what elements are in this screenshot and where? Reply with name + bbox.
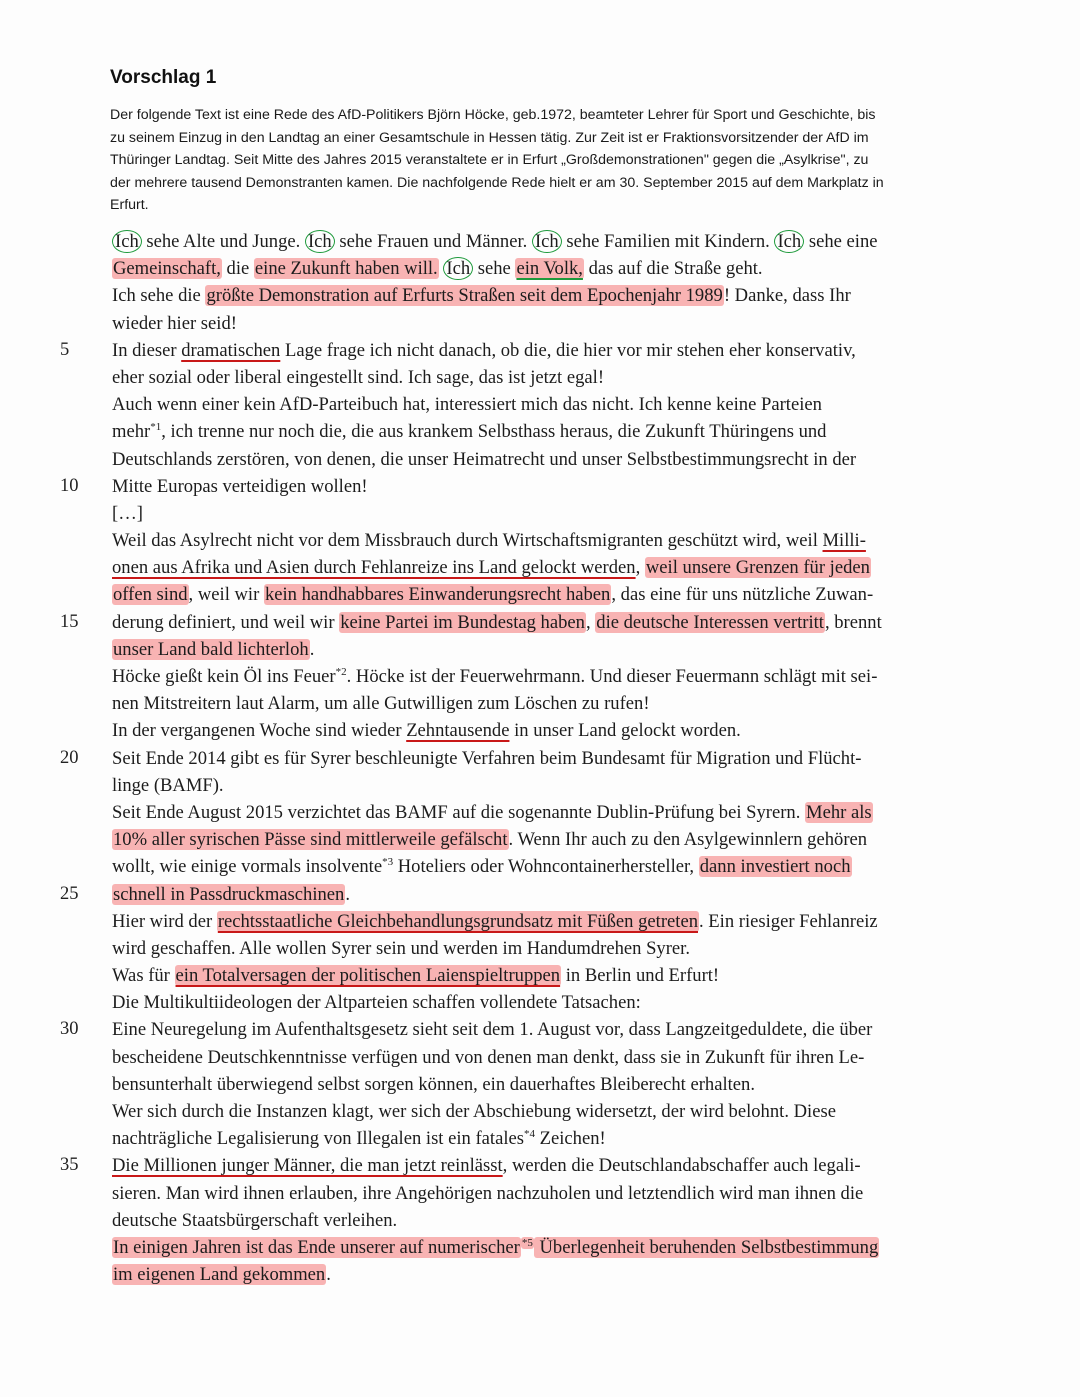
text-span: Deutschlands zerstören, von denen, die unser Heimatrecht und unser Selbstbestimmungsrecht in der — [112, 448, 857, 470]
text-span: derung definiert, und weil wir — [112, 611, 340, 633]
text-span: . — [309, 638, 315, 660]
text-span: . — [345, 883, 350, 905]
highlighted-text: größte Demonstration auf Erfurts Straßen seit dem Epochenjahr 1989 — [206, 285, 723, 307]
line-number: 5 — [60, 339, 70, 360]
text-span: Eine Neuregelung im Aufenthaltsgesetz sieht seit dem 1. August vor, dass Langzeitgeduldete, die über — [112, 1019, 873, 1041]
text-span: wollt, wie einige vormals insolvente — [112, 856, 383, 878]
text-span: ! Danke, dass Ihr — [723, 285, 851, 307]
text-span: , das eine für uns nützliche Zuwan- — [611, 584, 874, 606]
text-line — [0, 772, 1080, 799]
highlighted-text: eine Zukunft haben will. — [254, 258, 438, 280]
text-span: In der vergangenen Woche sind wieder — [112, 720, 407, 742]
circled-word: Ich — [112, 230, 142, 253]
underlined-text: onen aus Afrika und Asien durch Fehlanreize ins Land gelockt werden — [112, 557, 636, 579]
text-span: Zeichen! — [535, 1128, 606, 1150]
intro-line: Der folgende Text ist eine Rede des AfD-Politikers Björn Höcke, geb.1972, beamteter Lehrer für Sport und Geschichte, bis — [110, 107, 876, 123]
text-line — [0, 962, 1080, 989]
text-span: nen Mitstreitern laut Alarm, um alle Gutwilligen zum Löschen zu rufen! — [112, 693, 650, 715]
text-line — [0, 337, 1080, 364]
text-line — [0, 1044, 1080, 1071]
text-line — [0, 1152, 1080, 1179]
text-span: Die Multikultiideologen der Altparteien schaffen vollendete Tatsachen: — [112, 992, 641, 1014]
text-span: Weil das Asylrecht nicht vor dem Missbrauch durch Wirtschaftsmigranten geschützt wird, weil — [112, 530, 823, 552]
text-span: , weil wir — [188, 584, 264, 606]
footnote-marker: *2 — [335, 665, 347, 678]
text-line — [0, 500, 1080, 527]
text-line — [0, 446, 1080, 473]
text-span: Mitte Europas verteidigen wollen! — [112, 475, 368, 497]
text-span: Lage frage ich nicht danach, ob die, die hier vor mir stehen eher konservativ, — [280, 339, 856, 361]
text-span: Ich sehe die — [112, 285, 206, 307]
highlighted-text: ein Totalversagen der politischen Laienspieltruppen — [175, 965, 561, 987]
text-line — [0, 310, 1080, 337]
text-line — [0, 554, 1080, 581]
highlighted-text: Überlegenheit beruhenden Selbstbestimmung — [534, 1236, 879, 1258]
text-span: nachträgliche Legalisierung von Illegalen ist ein fatales — [112, 1128, 524, 1150]
line-number: 10 — [60, 475, 79, 496]
text-span: , — [635, 557, 645, 579]
line-number: 35 — [60, 1155, 79, 1176]
text-span: Hier wird der — [112, 910, 217, 932]
text-line — [0, 989, 1080, 1016]
text-line — [0, 717, 1080, 744]
text-span: Auch wenn einer kein AfD-Parteibuch hat, interessiert mich das nicht. Ich kenne keine Parteien — [112, 394, 822, 416]
text-line — [0, 663, 1080, 690]
circled-word: Ich — [443, 257, 473, 280]
text-span: Seit Ende 2014 gibt es für Syrer beschleunigte Verfahren beim Bundesamt für Migration und Flücht- — [112, 747, 862, 769]
text-span: Höcke gießt kein Öl ins Feuer — [112, 666, 336, 687]
line-number: 15 — [60, 611, 79, 632]
text-line — [0, 391, 1080, 418]
text-span: sehe Alte und Junge. — [141, 231, 305, 252]
text-line — [0, 1125, 1080, 1152]
highlighted-text: schnell in Passdruckmaschinen — [113, 883, 345, 905]
highlighted-text: rechtsstaatliche Gleichbehandlungsgrundsatz mit Füßen getreten — [217, 910, 698, 932]
text-line — [0, 745, 1080, 772]
text-line — [0, 1180, 1080, 1207]
text-span: , werden die Deutschlandabschaffer auch legali- — [502, 1155, 861, 1177]
text-span: , ich trenne nur noch die, die aus krankem Selbsthass heraus, die Zukunft Thüringens und — [161, 421, 827, 443]
highlighted-text: ein Volk, — [516, 258, 583, 280]
highlighted-text: dann investiert noch — [699, 856, 851, 878]
highlighted-text: die deutsche Interessen vertritt — [596, 611, 824, 633]
text-span: in Berlin und Erfurt! — [561, 965, 720, 987]
text-span: sehe Frauen und Männer. — [334, 231, 532, 252]
intro-line: der mehrere tausend Demonstranten kamen. Die nachfolgende Rede hielt er am 30. September 2015 auf dem Markplatz in — [110, 174, 884, 191]
text-line — [0, 1207, 1080, 1234]
text-line — [0, 527, 1080, 554]
text-line — [0, 364, 1080, 391]
intro-line: Thüringer Landtag. Seit Mitte des Jahres 2015 veranstaltete er in Erfurt „Großdemonstrationen" gegen die „Asylkrise", zu — [110, 152, 869, 168]
text-line — [0, 935, 1080, 962]
text-span: sieren. Man wird ihnen erlauben, ihre Angehörigen nachzuholen und letztendlich wird man ihnen die — [112, 1182, 864, 1204]
page-title: Vorschlag 1 — [110, 67, 217, 88]
text-line — [0, 255, 1080, 282]
text-line — [0, 853, 1080, 880]
highlighted-text: keine Partei im Bundestag haben — [340, 611, 585, 633]
text-span: Wer sich durch die Instanzen klagt, wer sich der Abschiebung widersetzt, der wird belohnt. Diese — [112, 1101, 836, 1122]
text-span: . Wenn Ihr auch zu den Asylgewinnlern gehören — [508, 829, 868, 851]
text-line — [0, 799, 1080, 826]
highlighted-text: Mehr als — [806, 801, 872, 823]
text-span: , — [585, 611, 596, 633]
text-line — [0, 1098, 1080, 1125]
underlined-text: Zehntausende — [406, 720, 510, 742]
highlighted-text: unser Land bald lichterloh — [113, 638, 309, 660]
intro-line: zu seinem Einzug in den Landtag an einer Gesamtschule in Hessen tätig. Zur Zeit ist er Fraktionsvorsitzender der AfD im — [110, 129, 869, 146]
text-span: Hoteliers oder Wohncontainerhersteller, — [393, 856, 699, 878]
text-span: Seit Ende August 2015 verzichtet das BAMF auf die sogenannte Dublin-Prüfung bei Syrern. — [112, 801, 806, 823]
text-span: . Höcke ist der Feuerwehrmann. Und dieser Feuermann schlägt mit sei- — [346, 666, 878, 687]
line-number: 25 — [60, 883, 79, 904]
text-span: die — [221, 258, 254, 280]
text-line — [0, 1071, 1080, 1098]
footnote-marker: *4 — [524, 1128, 535, 1140]
text-line — [0, 690, 1080, 717]
text-span: . — [326, 1264, 331, 1286]
intro-line: Erfurt. — [110, 197, 149, 213]
text-span: das auf die Straße geht. — [583, 258, 763, 280]
text-line — [0, 581, 1080, 608]
highlighted-text: weil unsere Grenzen für jeden — [645, 557, 870, 579]
circled-word: Ich — [532, 230, 562, 253]
underlined-text: dramatischen — [181, 339, 281, 361]
text-line — [0, 473, 1080, 500]
highlighted-text: In einigen Jahren ist das Ende unserer auf numerischer — [113, 1236, 520, 1258]
highlighted-text: offen sind — [113, 584, 188, 606]
text-span: , brennt — [824, 611, 882, 633]
text-span: bescheidene Deutschkenntnisse verfügen und von denen man denkt, dass sie in Zukunft für ihren Le- — [112, 1046, 865, 1068]
text-line — [0, 826, 1080, 853]
text-line — [0, 1234, 1080, 1261]
footnote-marker: *3 — [382, 856, 394, 869]
text-span: in unser Land gelockt worden. — [509, 720, 741, 742]
circled-word: Ich — [305, 230, 335, 253]
footnote-marker: *1 — [150, 421, 162, 434]
text-line — [0, 418, 1080, 445]
text-span: mehr — [112, 421, 151, 443]
underlined-text: Die Millionen junger Männer, die man jetzt reinlässt — [112, 1155, 503, 1177]
text-span: wird geschaffen. Alle wollen Syrer sein und werden im Handumdrehen Syrer. — [112, 937, 690, 959]
text-span: . Ein riesiger Fehlanreiz — [699, 910, 878, 932]
text-line — [0, 609, 1080, 636]
text-line — [0, 636, 1080, 663]
line-number: 30 — [60, 1019, 79, 1040]
text-line — [0, 228, 1080, 255]
highlighted-text: kein handhabbares Einwanderungsrecht haben — [264, 584, 611, 606]
text-span: sehe — [473, 258, 516, 280]
text-span: wieder hier seid! — [112, 312, 237, 334]
highlighted-text: im eigenen Land gekommen — [113, 1264, 326, 1286]
text-span: […] — [112, 502, 143, 524]
text-line — [0, 881, 1080, 908]
highlighted-text: 10% aller syrischen Pässe sind mittlerweile gefälscht — [113, 829, 508, 851]
footnote-marker: *5 — [521, 1236, 533, 1249]
highlighted-text: Gemeinschaft, — [113, 258, 221, 280]
underlined-text: Milli- — [822, 530, 866, 552]
speech-text — [0, 228, 1080, 1288]
text-line — [0, 282, 1080, 309]
intro-paragraph — [110, 104, 995, 217]
text-span: linge (BAMF). — [112, 774, 224, 796]
text-line — [0, 908, 1080, 935]
text-span: sehe Familien mit Kindern. — [561, 231, 775, 252]
text-span: sehe eine — [804, 231, 878, 252]
text-line — [0, 1261, 1080, 1288]
text-span: eher sozial oder liberal eingestellt sind. Ich sage, das ist jetzt egal! — [112, 366, 605, 388]
text-span: bensunterhalt überwiegend selbst sorgen können, ein dauerhaftes Bleiberecht erhalten. — [112, 1073, 755, 1095]
text-span: deutsche Staatsbürgerschaft verleihen. — [112, 1209, 398, 1231]
circled-word: Ich — [774, 230, 804, 253]
text-line — [0, 1016, 1080, 1043]
text-span: In dieser — [112, 339, 182, 361]
line-number: 20 — [60, 747, 79, 768]
text-span: Was für — [112, 965, 175, 987]
